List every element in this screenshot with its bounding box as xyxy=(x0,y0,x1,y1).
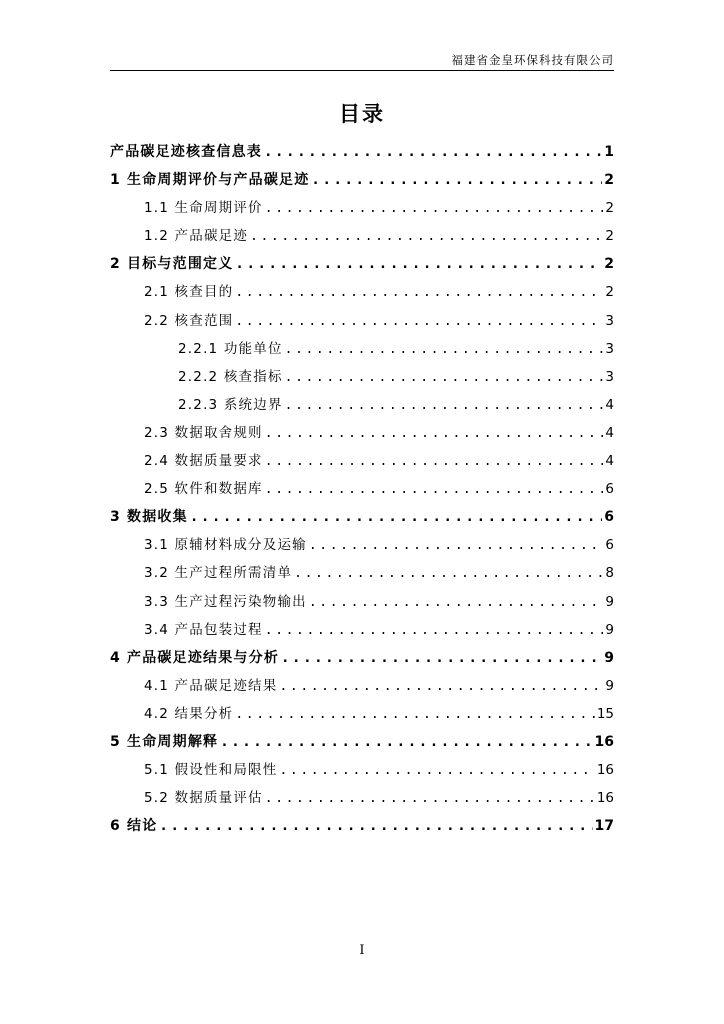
toc-entry-page: 9 xyxy=(604,649,614,666)
toc-entry-label: 2.1 核查目的 xyxy=(144,284,234,301)
toc-entry-label: 4 产品碳足迹结果与分析 xyxy=(110,649,280,666)
toc-entry-label: 3.1 原辅材料成分及运输 xyxy=(144,537,307,554)
toc-leader-dots xyxy=(235,308,603,336)
toc-entry[interactable] xyxy=(110,644,614,672)
toc-leader-dots xyxy=(190,503,602,531)
toc-leader-dots xyxy=(285,364,604,392)
toc-entry-page: 4 xyxy=(605,453,614,470)
toc-entry-label: 2.5 软件和数据库 xyxy=(144,481,263,498)
toc-leader-dots xyxy=(279,757,594,785)
toc-entry[interactable] xyxy=(110,616,614,644)
toc-entry[interactable] xyxy=(110,391,614,419)
toc-entry-page: 2 xyxy=(605,228,614,245)
page-number: I xyxy=(359,943,365,958)
toc-entry-page: 4 xyxy=(605,396,614,413)
toc-entry-label: 4.2 结果分析 xyxy=(144,705,234,722)
toc-entry-label: 4.1 产品碳足迹结果 xyxy=(144,677,278,694)
running-header: 福建省金皇环保科技有限公司 xyxy=(451,53,614,67)
toc-leader-dots xyxy=(311,166,602,194)
toc-leader-dots xyxy=(285,336,604,364)
toc-entry[interactable] xyxy=(110,194,614,222)
toc-entry-page: 16 xyxy=(594,733,614,750)
toc-entry[interactable] xyxy=(110,250,614,278)
toc-entry-page: 3 xyxy=(605,312,614,329)
toc-entry[interactable] xyxy=(110,756,614,784)
toc-leader-dots xyxy=(294,560,603,588)
toc-entry-page: 9 xyxy=(605,593,614,610)
toc-leader-dots xyxy=(235,250,602,278)
toc-entry[interactable] xyxy=(110,588,614,616)
toc-entry-label: 3.2 生产过程所需清单 xyxy=(144,565,293,582)
toc-entry-label: 1.1 生命周期评价 xyxy=(144,200,263,217)
toc-entry-page: 17 xyxy=(594,818,614,835)
toc-entry-page: 3 xyxy=(605,368,614,385)
toc-leader-dots xyxy=(250,223,603,251)
toc-entry-page: 6 xyxy=(605,481,614,498)
toc-entry-label: 5.2 数据质量评估 xyxy=(144,790,263,807)
toc-entry[interactable] xyxy=(110,278,614,306)
toc-entry-label: 3 数据收集 xyxy=(110,509,188,526)
toc-entry-page: 2 xyxy=(604,172,614,189)
toc-entry[interactable] xyxy=(110,503,614,531)
toc-leader-dots xyxy=(279,673,603,701)
toc-entry-page: 15 xyxy=(596,705,614,722)
toc-entry-label: 2.4 数据质量要求 xyxy=(144,453,263,470)
toc-leader-dots xyxy=(159,812,592,840)
toc-entry-page: 8 xyxy=(605,565,614,582)
toc-leader-dots xyxy=(264,138,602,166)
toc-leader-dots xyxy=(265,617,604,645)
toc-leader-dots xyxy=(281,644,602,672)
toc-entry[interactable] xyxy=(110,812,614,840)
toc-entry-label: 2.2.3 系统边界 xyxy=(178,396,283,413)
toc-entry-label: 2.2.2 核查指标 xyxy=(178,368,283,385)
toc-leader-dots xyxy=(309,532,604,560)
toc-leader-dots xyxy=(265,476,604,504)
toc-entry-page: 6 xyxy=(604,509,614,526)
toc-entry[interactable] xyxy=(110,419,614,447)
toc-entry-page: 3 xyxy=(605,340,614,357)
toc-entry-page: 2 xyxy=(605,284,614,301)
toc-entry-label: 2.3 数据取舍规则 xyxy=(144,424,263,441)
toc-entry-label: 1.2 产品碳足迹 xyxy=(144,228,249,245)
toc-entry-page: 1 xyxy=(604,144,614,160)
toc-leader-dots xyxy=(265,448,604,476)
toc-entry[interactable] xyxy=(110,475,614,503)
toc-title: 目录 xyxy=(339,102,385,126)
toc-entry[interactable] xyxy=(110,222,614,250)
toc-entry[interactable] xyxy=(110,447,614,475)
toc-entry[interactable] xyxy=(110,335,614,363)
toc-entry[interactable] xyxy=(110,166,614,194)
toc-entry-label: 6 结论 xyxy=(110,818,158,835)
toc-entry-label: 2.2.1 功能单位 xyxy=(178,340,283,357)
toc-leader-dots xyxy=(235,701,594,729)
toc-entry-label: 3.4 产品包装过程 xyxy=(144,621,263,638)
toc-entry-page: 16 xyxy=(596,790,614,807)
toc-entry[interactable] xyxy=(110,672,614,700)
toc-entry[interactable] xyxy=(110,728,614,756)
toc-entry[interactable] xyxy=(110,559,614,587)
toc-entry-label: 2.2 核查范围 xyxy=(144,312,234,329)
header-rule xyxy=(110,70,614,71)
toc-entry-label: 产品碳足迹核查信息表 xyxy=(110,144,262,160)
toc-entry[interactable] xyxy=(110,700,614,728)
toc-entry-label: 2 目标与范围定义 xyxy=(110,256,234,273)
toc-entry[interactable] xyxy=(110,531,614,559)
toc-leader-dots xyxy=(265,195,604,223)
toc-leader-dots xyxy=(235,279,603,307)
toc-entry-label: 5.1 假设性和局限性 xyxy=(144,762,278,779)
toc-entry-page: 4 xyxy=(605,424,614,441)
toc-leader-dots xyxy=(265,420,604,448)
toc-entry[interactable] xyxy=(110,138,614,166)
table-of-contents xyxy=(110,138,614,840)
toc-entry-page: 2 xyxy=(605,200,614,217)
toc-leader-dots xyxy=(265,785,595,813)
toc-entry-label: 1 生命周期评价与产品碳足迹 xyxy=(110,172,310,189)
toc-entry-page: 16 xyxy=(596,762,614,779)
toc-entry-page: 6 xyxy=(605,537,614,554)
toc-entry-page: 2 xyxy=(604,256,614,273)
toc-leader-dots xyxy=(285,392,604,420)
toc-entry-page: 9 xyxy=(605,621,614,638)
toc-entry-label: 5 生命周期解释 xyxy=(110,733,219,750)
toc-leader-dots xyxy=(220,728,592,756)
toc-entry[interactable] xyxy=(110,784,614,812)
toc-entry-page: 9 xyxy=(605,677,614,694)
toc-entry-label: 3.3 生产过程污染物输出 xyxy=(144,593,307,610)
toc-entry[interactable] xyxy=(110,307,614,335)
toc-leader-dots xyxy=(309,589,604,617)
toc-entry[interactable] xyxy=(110,363,614,391)
